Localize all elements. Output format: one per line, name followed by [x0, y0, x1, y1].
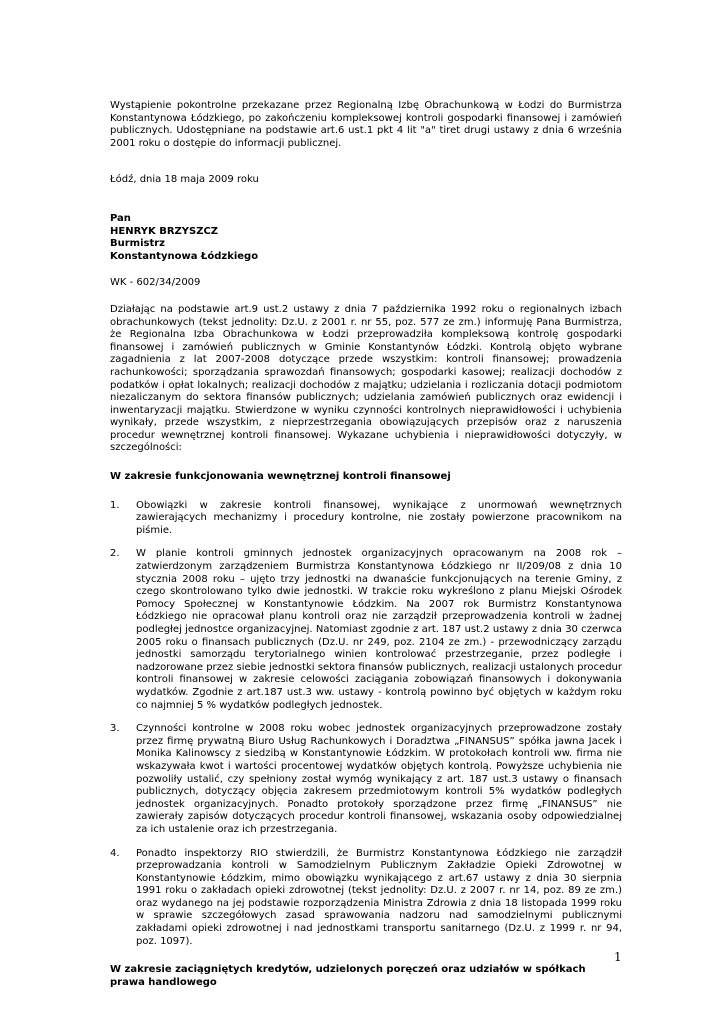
list-item-number: 2.: [110, 548, 120, 560]
list-item-text: Ponadto inspektorzy RIO stwierdzili, że Burmistrz Konstantynowa Łódzkiego nie zarządził przeprowadzania kontroli w Samodzielnym Publicznym Zakładzie Opieki Zdrowotnej w Konstantynowie Łódzkim, mimo obowiązku wynikającego z art.67 ustawy z dnia 30 sierpnia 1991 roku o zakładach opieki zdrowotnej (tekst jednolity: Dz.U. z 2007 r. nr 14, poz. 89 ze zm.) oraz wydanego na jej podstawie rozporządzenia Ministra Zdrowia z dnia 18 listopada 1999 roku w sprawie szczegółowych zasad sprawowania nadzoru nad samodzielnymi publicznymi zakładami opieki zdrowotnej i nad jednostkami transportu sanitarnego (Dz.U. z 1999 r. nr 94, poz. 1097).: [136, 847, 622, 947]
addressee-title: Burmistrz: [110, 238, 166, 250]
addressee-block: [110, 213, 622, 263]
addressee-office: Konstantynowa Łódzkiego: [110, 250, 259, 262]
header-note: Wystąpienie pokontrolne przekazane przez Regionalną Izbę Obrachunkową w Łodzi do Burmistrza Konstantynowa Łódzkiego, po zakończeniu kompleksowej kontroli gospodarki finansowej i zamówień publicznych. Udostępniane na podstawie art.6 ust.1 pkt 4 lit "a" tiret drugi ustawy z dnia 6 września 2001 roku o dostępie do informacji publicznej.: [110, 100, 622, 149]
list-item-number: 1.: [110, 499, 120, 511]
section-title-internal-control: W zakresie funkcjonowania wewnętrznej kontroli finansowej: [110, 471, 451, 483]
date-line: Łódź, dnia 18 maja 2009 roku: [110, 174, 259, 186]
reference-number: WK - 602/34/2009: [110, 277, 201, 289]
section-title-credits-guarantees: W zakresie zaciągniętych kredytów, udzielonych poręczeń oraz udziałów w spółkach prawa handlowego: [110, 964, 586, 988]
addressee-name: HENRYK BRZYSZCZ: [110, 225, 219, 237]
list-item-number: 3.: [110, 723, 120, 735]
page-number: 1: [614, 950, 622, 964]
list-item: [110, 548, 622, 712]
list-item: [110, 500, 622, 538]
document-page: [110, 100, 622, 1005]
list-item: [110, 848, 622, 949]
intro-paragraph: Działając na podstawie art.9 ust.2 ustawy z dnia 7 października 1992 roku o regionalnych izbach obrachunkowych (tekst jednolity: Dz.U. z 2001 r. nr 55, poz. 577 ze zm.) informuję Pana Burmistrza, że Regionalna Izba Obrachunkowa w Łodzi przeprowadziła kompleksową kontrolę gospodarki finansowej i zamówień publicznych w Gminie Konstantynów Łódzki. Kontrolą objęto wybrane zagadnienia z lat 2007-2008 dotyczące przede wszystkim: kontroli finansowej; prowadzenia rachunkowości; sporządzania sprawozdań finansowych; gospodarki kasowej; realizacji dochodów z podatków i opłat lokalnych; realizacji dochodów z majątku; udzielania i rozliczania dotacji podmiotom niezaliczanym do sektora finansów publicznych; udzielania zamówień publicznych oraz ewidencji i inwentaryzacji majątku. Stwierdzone w wyniku czynności kontrolnych nieprawidłowości i uchybienia wynikały, przede wszystkim, z nieprzestrzegania obowiązujących przepisów oraz z naruszenia procedur wewnętrznej kontroli finansowej. Wykazane uchybienia i nieprawidłowości dotyczyły, w szczególności:: [110, 303, 622, 454]
list-item: [110, 723, 622, 836]
list-item-number: 4.: [110, 847, 120, 859]
list-item-text: Obowiązki w zakresie kontroli finansowej, wynikające z unormowań wewnętrznych zawierających mechanizmy i procedury kontrolne, nie zostały powierzone pracownikom na piśmie.: [136, 499, 622, 536]
list-item-text: W planie kontroli gminnych jednostek organizacyjnych opracowanym na 2008 rok – zatwierdzonym zarządzeniem Burmistrza Konstantynowa Łódzkiego nr II/209/08 z dnia 10 stycznia 2008 roku – ujęto trzy jednostki na dwanaście funkcjonujących na terenie Gminy, z czego skontrolowano tylko dwie jednostki. W trakcie roku wykreślono z planu Miejski Ośrodek Pomocy Społecznej w Konstantynowie Łódzkim. Na 2007 rok Burmistrz Konstantynowa Łódzkiego nie opracował planu kontroli oraz nie zarządził przeprowadzenia kontroli w żadnej podległej jednostce organizacyjnej. Natomiast zgodnie z art. 187 ust.2 ustawy z dnia 30 czerwca 2005 roku o finansach publicznych (Dz.U. nr 249, poz. 2104 ze zm.) - przewodniczący zarządu jednostki samorządu terytorialnego winien kontrolować przestrzeganie, przez podległe i nadzorowane przez siebie jednostki sektora finansów publicznych, realizacji ustalonych procedur kontroli finansowej w zakresie celowości zaciągania zobowiązań finansowych i dokonywania wydatków. Zgodnie z art.187 ust.3 ww. ustawy - kontrolą powinno być objętych w każdym roku co najmniej 5 % wydatków podległych jednostek.: [136, 548, 622, 711]
addressee-salutation: Pan: [110, 212, 131, 224]
list-item-text: Czynności kontrolne w 2008 roku wobec jednostek organizacyjnych przeprowadzone zostały przez firmę prywatną Biuro Usług Rachunkowych i Doradztwa „FINANSUS” spółka jawna Jacek i Monika Kalinowscy z siedzibą w Konstantynowie Łódzkim. W protokołach kontroli ww. firma nie wskazywała kwot i wartości procentowej wydatków objętych kontrolą. Powyższe uchybienia nie pozwoliły ustalić, czy spełniony został wymóg wynikający z art. 187 ust.3 ustawy o finansach publicznych, dotyczący objęcia zakresem przedmiotowym kontroli 5% wydatków podległych jednostek organizacyjnych. Ponadto protokoły sporządzone przez firmę „FINANSUS” nie zawierały zapisów dotyczących procedur kontroli finansowej, wskazania osoby odpowiedzialnej za ich ustalenie oraz ich przestrzegania.: [136, 723, 622, 835]
